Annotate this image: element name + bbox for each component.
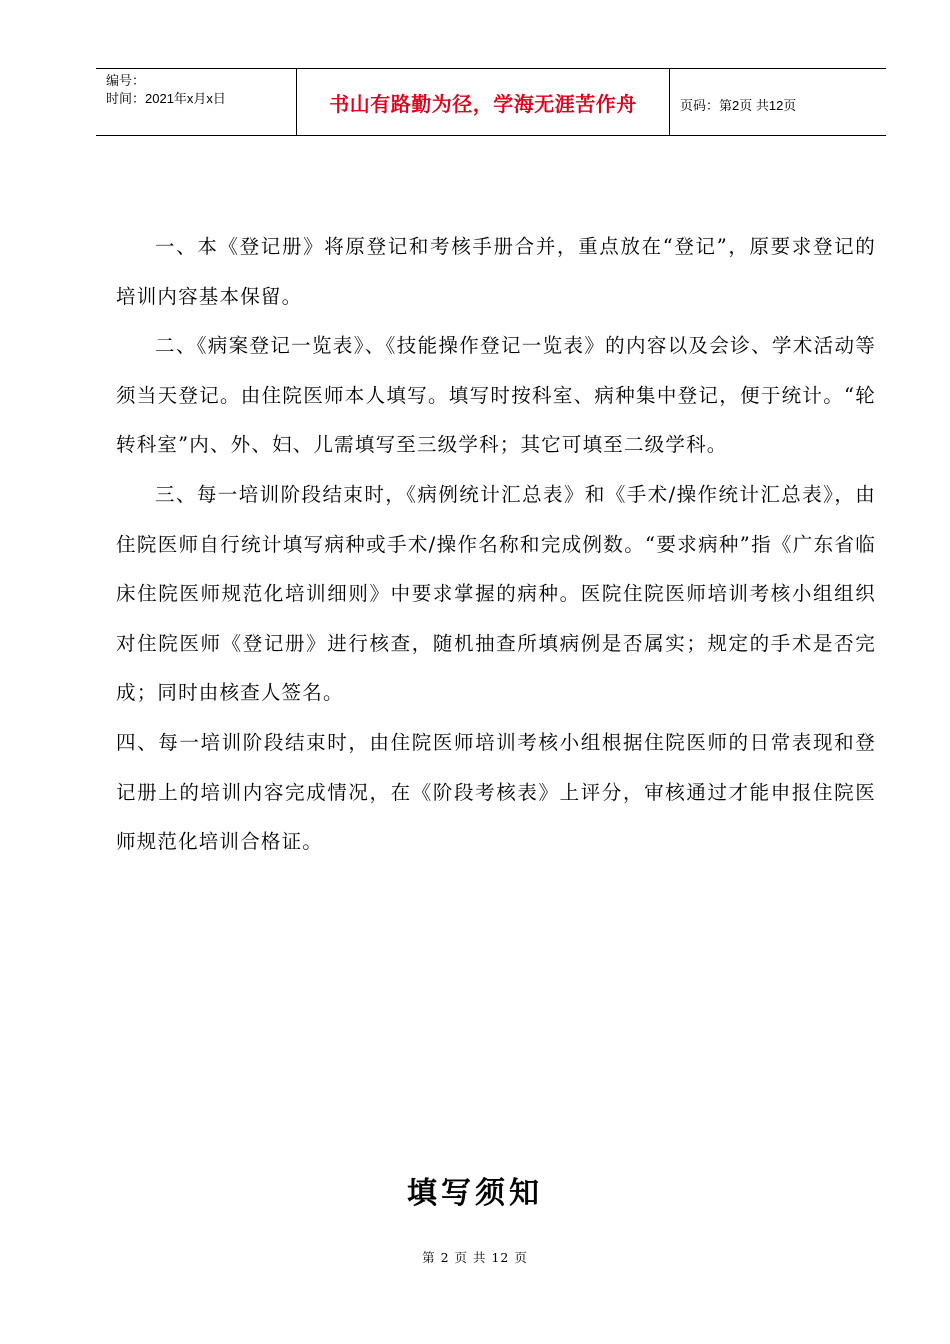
header-page-cell: [670, 69, 886, 135]
paragraph-1: 一、本《登记册》将原登记和考核手册合并，重点放在“登记”，原要求登记的培训内容基本保留。: [116, 235, 876, 308]
header-meta-cell: [96, 69, 297, 135]
section-title: 填写须知: [407, 1176, 543, 1211]
header-motto: 书山有路勤为径，学海无涯苦作舟: [329, 91, 637, 116]
header-page-info: 页码：第2页 共12页: [680, 97, 797, 113]
document-time-label: 时间：2021年x月x日: [106, 91, 226, 106]
header-motto-cell: [297, 69, 670, 135]
paragraph-2: 二、《病案登记一览表》、《技能操作登记一览表》的内容以及会诊、学术活动等须当天登记。由住院医师本人填写。填写时按科室、病种集中登记，便于统计。“轮转科室”内、外、妇、儿需填写至三级学科；其它可填至二级学科。: [116, 334, 876, 457]
page-footer: 第 2 页 共 12 页: [422, 1250, 528, 1265]
page-header: [96, 68, 886, 136]
document-body: [116, 222, 876, 867]
document-number-label: 编号：: [106, 73, 146, 88]
paragraph-4: 四、每一培训阶段结束时，由住院医师培训考核小组根据住院医师的日常表现和登记册上的培训内容完成情况，在《阶段考核表》上评分，审核通过才能申报住院医师规范化培训合格证。: [116, 730, 876, 854]
paragraph-3: 三、每一培训阶段结束时，《病例统计汇总表》和《手术/操作统计汇总表》，由住院医师自行统计填写病种或手术/操作名称和完成例数。“要求病种”指《广东省临床住院医师规范化培训细则》中要求掌握的病种。医院住院医师培训考核小组组织对住院医师《登记册》进行核查，随机抽查所填病例是否属实；规定的手术是否完成；同时由核查人签名。: [116, 482, 876, 705]
